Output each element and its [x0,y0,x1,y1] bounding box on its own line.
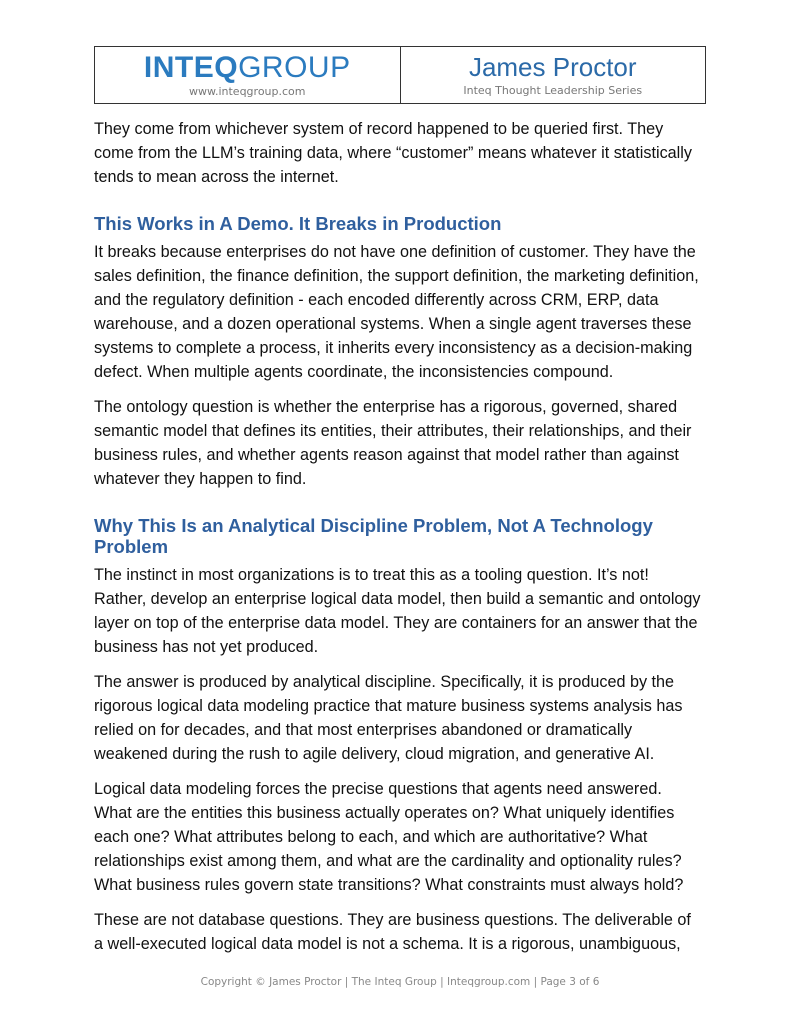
page-footer: Copyright © James Proctor | The Inteq Group | Inteqgroup.com | Page 3 of 6 [200,976,600,988]
author-name: James Proctor [468,52,637,82]
header-author-cell [400,47,706,103]
paragraph: These are not database questions. They are business questions. The deliverable of a well-executed logical data model is not a schema. It is a rigorous, unambiguous, [94,911,691,953]
paragraph: Logical data modeling forces the precise questions that agents need answered. What are the entities this business actually operates on? What uniquely identifies each one? What attributes belong to each, and which are authoritative? What relationships exist among them, and what are the cardinality and optionality rules? What business rules govern state transitions? What constraints must always hold? [94,780,684,894]
section-heading: Why This Is an Analytical Discipline Problem, Not A Technology Problem [94,515,653,557]
inteq-group-logo [143,50,351,84]
website-url: www.inteqgroup.com [188,84,306,98]
paragraph: It breaks because enterprises do not have one definition of customer. They have the sales definition, the finance definition, the support definition, the marketing definition, and the regulatory definition - each encoded differently across CRM, ERP, data warehouse, and a dozen operational systems. When a single agent traverses these systems to complete a process, it inherits every inconsistency as a decision-making defect. When multiple agents coordinate, the inconsistencies compound. [94,243,699,381]
paragraph: The ontology question is whether the enterprise has a rigorous, governed, shared semantic model that defines its entities, their attributes, their relationships, and their business rules, and whether agents reason against that model rather than against whatever they happen to find. [94,398,692,488]
logo-bold-text: INTEQ [143,50,239,84]
logo-light-text: GROUP [238,50,351,84]
paragraph: They come from whichever system of record happened to be queried first. They come from the LLM’s training data, where “customer” means whatever it statistically tends to mean across the internet. [94,120,692,186]
document-body [94,117,704,967]
page-header [94,46,706,104]
paragraph: The instinct in most organizations is to treat this as a tooling question. It’s not! Rather, develop an enterprise logical data model, then build a semantic and ontology layer on top of the enterprise data model. They are containers for an answer that the business has not yet produced. [94,566,701,656]
header-logo-cell [95,47,400,103]
section-heading: This Works in A Demo. It Breaks in Production [94,213,502,234]
paragraph: The answer is produced by analytical discipline. Specifically, it is produced by the rigorous logical data modeling practice that mature business systems analysis has relied on for decades, and that most enterprises abandoned or dramatically weakened during the rush to agile delivery, cloud migration, and generative AI. [94,673,683,763]
series-name: Inteq Thought Leadership Series [463,84,643,97]
